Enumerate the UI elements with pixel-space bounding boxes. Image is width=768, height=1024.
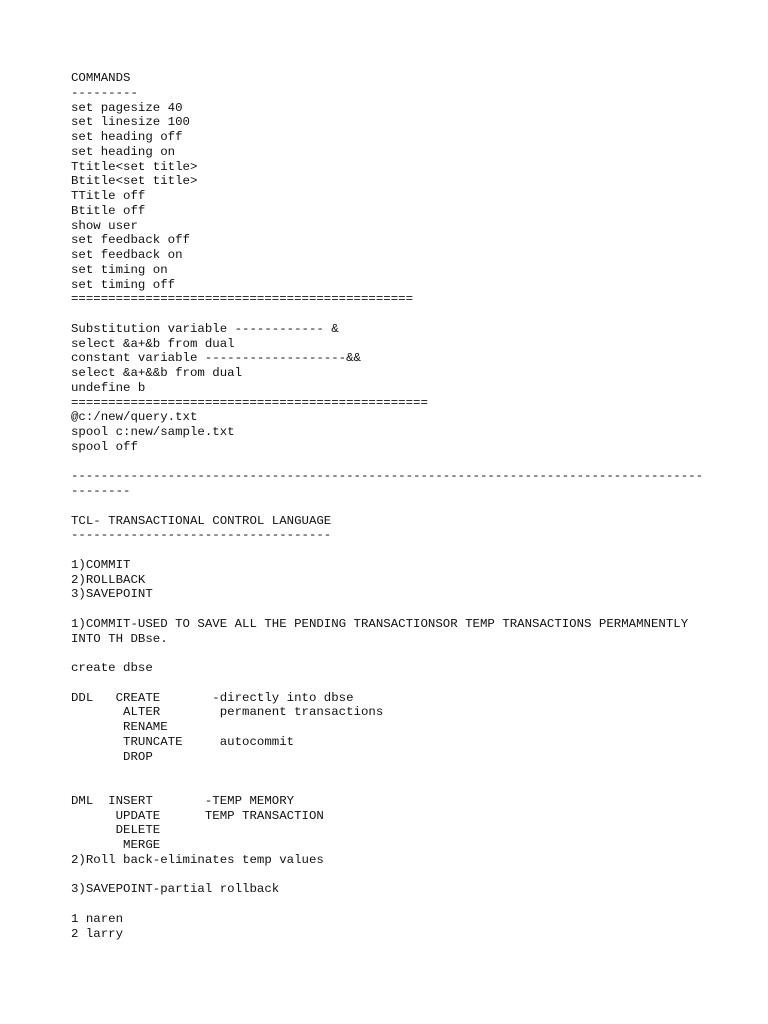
document-line: UPDATE TEMP TRANSACTION (71, 808, 324, 823)
document-line: 3)SAVEPOINT-partial rollback (71, 882, 280, 897)
document-line: ============================================== (71, 292, 414, 307)
document-line: -------- (71, 484, 131, 498)
document-line: undefine b (71, 380, 146, 395)
document-line: @c:/new/query.txt (71, 410, 198, 425)
document-line: set linesize 100 (71, 115, 190, 130)
document-line: TTitle off (71, 189, 146, 203)
document-line: INTO TH DBse. (71, 631, 168, 646)
document-line: 1)COMMIT (71, 557, 131, 572)
document-line: create dbse (71, 661, 153, 675)
document-line: set heading off (71, 130, 183, 144)
document-line: 2)Roll back-eliminates temp values (71, 852, 324, 867)
document-line: DML INSERT -TEMP MEMORY (71, 793, 295, 808)
document-line: set heading on (71, 144, 176, 159)
document-line: --------- (71, 85, 138, 100)
document-line: 1)COMMIT-USED TO SAVE ALL THE PENDING TRANSACTIONSOR TEMP TRANSACTIONS PERMAMNENTLY (71, 616, 689, 631)
document-line: spool c:new/sample.txt (71, 425, 235, 439)
document-line: spool off (71, 439, 138, 454)
document-line: set timing on (71, 262, 168, 277)
document-line: set feedback on (71, 248, 183, 262)
document-line: ------------------------------------------------------------------------------------- (71, 469, 704, 484)
document-line: 3)SAVEPOINT (71, 587, 153, 602)
document-line: select &a+&b from dual (71, 336, 235, 351)
document-line: show user (71, 218, 138, 233)
document-line: set feedback off (71, 233, 190, 248)
document-line: 2 larry (71, 926, 124, 941)
document-line: 2)ROLLBACK (71, 572, 146, 587)
document-line: COMMANDS (71, 71, 131, 85)
document-line: Substitution variable ------------ & (71, 321, 339, 336)
document-line: DELETE (71, 823, 161, 838)
document-line: TCL- TRANSACTIONAL CONTROL LANGUAGE (71, 513, 332, 528)
document-line: MERGE (71, 838, 161, 852)
document-line: ================================================ (71, 395, 428, 410)
document-line: ALTER permanent transactions (71, 705, 384, 720)
document-line: constant variable -------------------&& (71, 351, 361, 366)
document-line: DDL CREATE -directly into dbse (71, 690, 354, 705)
document-line: Ttitle<set title> (71, 159, 198, 174)
document-line: TRUNCATE autocommit (71, 734, 295, 749)
document-line: RENAME (71, 720, 168, 734)
document-line: Btitle<set title> (71, 174, 198, 189)
document-line: set timing off (71, 277, 176, 292)
document-text (71, 71, 711, 941)
document-line: ----------------------------------- (71, 528, 332, 543)
document-line: set pagesize 40 (71, 100, 183, 115)
document-line: Btitle off (71, 203, 146, 218)
document-line: DROP (71, 749, 153, 764)
document-line: 1 naren (71, 911, 124, 926)
document-line: select &a+&&b from dual (71, 366, 243, 380)
